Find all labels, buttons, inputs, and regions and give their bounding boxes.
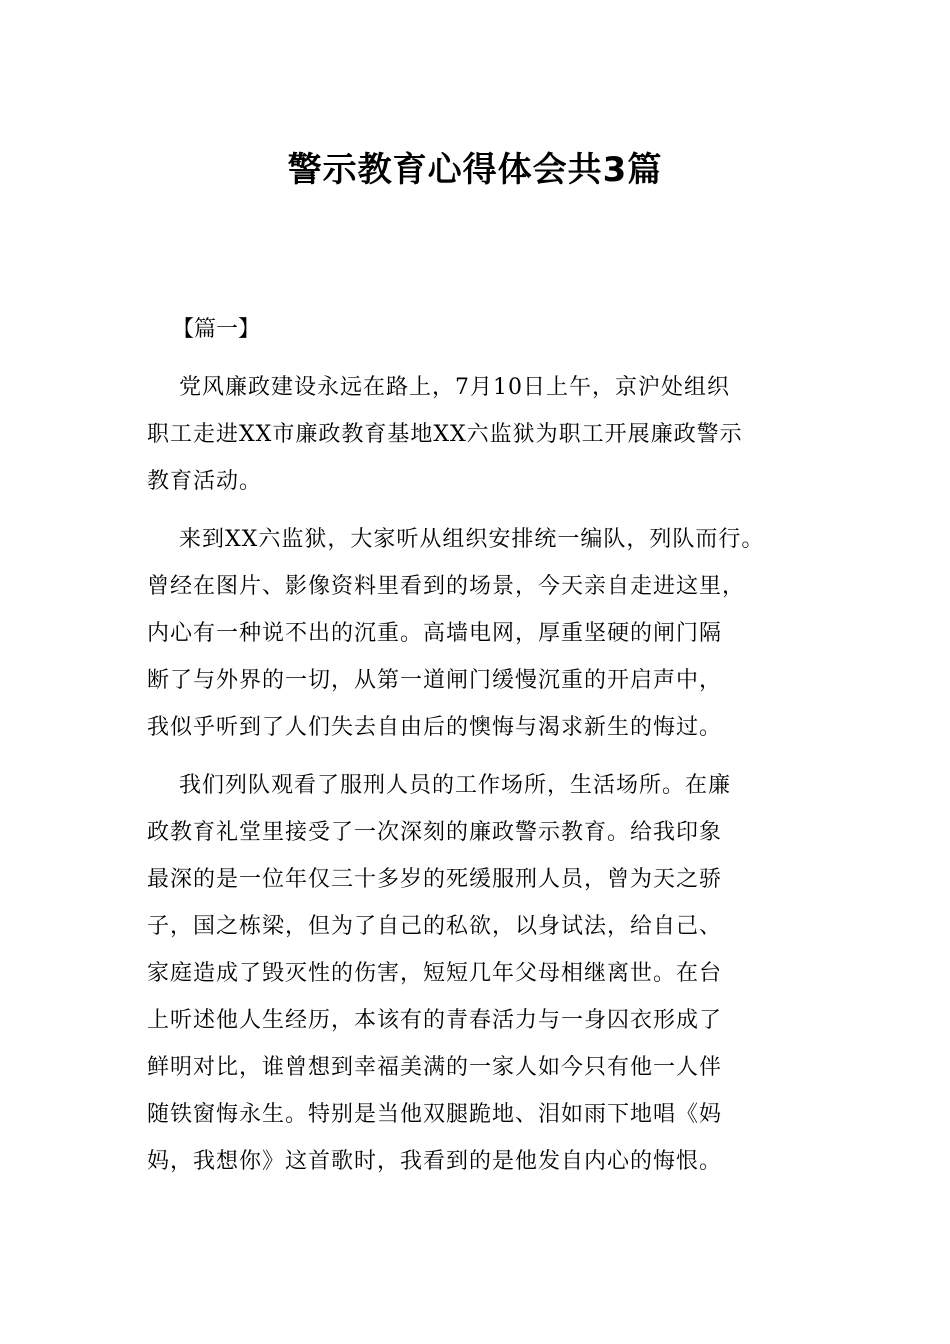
paragraph-line: 鲜明对比，谁曾想到幸福美满的一家人如今只有他一人伴 bbox=[147, 1055, 723, 1080]
paragraph-line: 断了与外界的一切，从第一道闸门缓慢沉重的开启声中， bbox=[147, 668, 723, 693]
paragraph-line: 我似乎听到了人们失去自由后的懊悔与渴求新生的悔过。 bbox=[147, 715, 723, 740]
paragraph-line: 子，国之栋梁，但为了自己的私欲，以身试法，给自己、 bbox=[147, 914, 723, 939]
paragraph-2 bbox=[147, 516, 827, 751]
document-title: 警示教育心得体会共3篇 bbox=[287, 150, 663, 190]
paragraph-1 bbox=[147, 364, 827, 505]
paragraph-3 bbox=[147, 762, 827, 1185]
section-label: 【篇一】 bbox=[172, 317, 261, 342]
paragraph-line: 曾经在图片、影像资料里看到的场景，今天亲自走进这里， bbox=[147, 574, 746, 599]
paragraph-line: 来到XX六监狱，大家听从组织安排统一编队，列队而行。 bbox=[179, 527, 765, 552]
paragraph-line: 家庭造成了毁灭性的伤害，短短几年父母相继离世。在台 bbox=[147, 961, 723, 986]
paragraph-line: 我们列队观看了服刑人员的工作场所，生活场所。在廉 bbox=[179, 773, 732, 798]
document-body bbox=[147, 364, 827, 1196]
paragraph-line: 政教育礼堂里接受了一次深刻的廉政警示教育。给我印象 bbox=[147, 820, 723, 845]
paragraph-line: 党风廉政建设永远在路上，7月10日上午，京沪处组织 bbox=[179, 375, 730, 400]
paragraph-line: 职工走进XX市廉政教育基地XX六监狱为职工开展廉政警示 bbox=[147, 422, 743, 447]
paragraph-line: 内心有一种说不出的沉重。高墙电网，厚重坚硬的闸门隔 bbox=[147, 621, 723, 646]
paragraph-line: 最深的是一位年仅三十多岁的死缓服刑人员，曾为天之骄 bbox=[147, 867, 723, 892]
paragraph-line: 妈，我想你》这首歌时，我看到的是他发自内心的悔恨。 bbox=[147, 1149, 723, 1174]
paragraph-line: 上听述他人生经历，本该有的青春活力与一身囚衣形成了 bbox=[147, 1008, 723, 1033]
paragraph-line: 教育活动。 bbox=[147, 469, 263, 494]
paragraph-line: 随铁窗悔永生。特别是当他双腿跪地、泪如雨下地唱《妈 bbox=[147, 1102, 723, 1127]
